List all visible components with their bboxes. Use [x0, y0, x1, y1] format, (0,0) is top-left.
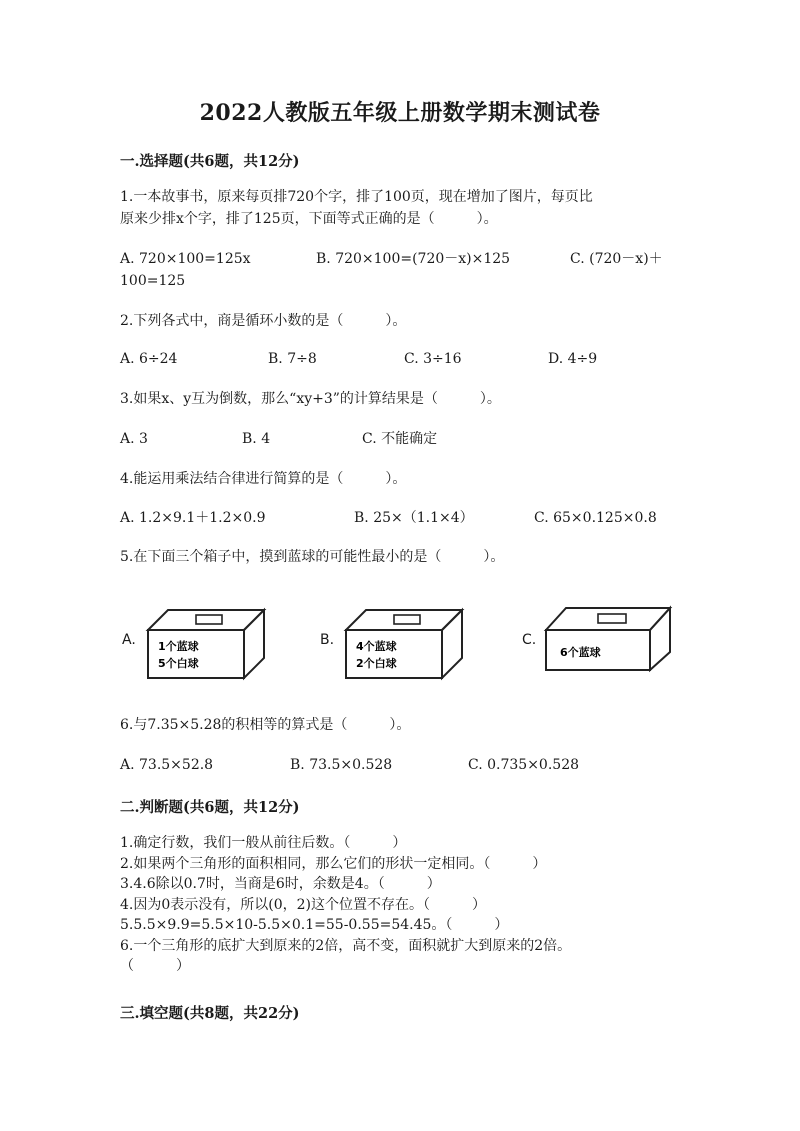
box-a-letter: A.	[122, 632, 136, 648]
question-6-option-a: A. 73.5×52.8	[120, 757, 214, 773]
question-3-option-b: B. 4	[242, 431, 271, 447]
box-b-letter: B.	[320, 632, 335, 648]
section-heading-fill-in: 三.填空题(共8题，共22分)	[120, 1005, 300, 1022]
box-a-drawing	[142, 604, 272, 684]
question-5: 5.在下面三个箱子中，摸到蓝球的可能性最小的是（ ）。	[120, 549, 505, 565]
box-c-drawing	[542, 602, 682, 682]
question-4: 4.能运用乘法结合律进行简算的是（ ）。	[120, 471, 407, 487]
judgement-item-4: 4.因为0表示没有，所以(0，2)这个位置不存在。（ ）	[120, 896, 487, 913]
question-4-option-c: C. 65×0.125×0.8	[534, 510, 657, 526]
question-2-option-b: B. 7÷8	[268, 351, 317, 367]
judgement-item-5: 5.5.5×9.9=5.5×10-5.5×0.1=55-0.55=54.45。（ ）	[120, 917, 509, 933]
question-1-option-a: A. 720×100=125x	[120, 251, 251, 267]
box-b-slot-icon	[394, 615, 420, 624]
question-1-option-c: C. (720－x)＋	[570, 251, 663, 267]
question-3-option-a: A. 3	[120, 431, 148, 447]
section-heading-judgement: 二.判断题(共6题，共12分)	[120, 799, 300, 816]
box-a-label-1: 1个蓝球	[158, 640, 199, 653]
section-heading-choice: 一.选择题(共6题，共12分)	[120, 153, 300, 170]
question-6-option-c: C. 0.735×0.528	[468, 757, 580, 773]
box-a-slot-icon	[196, 615, 222, 624]
page-title: 2022人教版五年级上册数学期末测试卷	[199, 100, 601, 126]
judgement-list	[120, 833, 680, 977]
judgement-item-2: 2.如果两个三角形的面积相同，那么它们的形状一定相同。（ ）	[120, 855, 547, 872]
question-1-option-b: B. 720×100=(720－x)×125	[316, 251, 511, 267]
question-1-line2: 原来少排x个字，排了125页，下面等式正确的是（ ）。	[120, 211, 498, 227]
question-2-option-c: C. 3÷16	[404, 351, 462, 367]
question-6-option-b: B. 73.5×0.528	[290, 757, 393, 773]
question-1-line1: 1.一本故事书，原来每页排720个字，排了100页，现在增加了图片，每页比	[120, 189, 593, 205]
box-b-drawing	[340, 604, 470, 684]
question-1-option-c-continued: 100=125	[120, 273, 186, 289]
question-6: 6.与7.35×5.28的积相等的算式是（ ）。	[120, 717, 411, 733]
question-1	[120, 186, 680, 230]
box-c-label-1: 6个蓝球	[560, 646, 601, 659]
box-c-letter: C.	[522, 632, 537, 648]
question-2-option-a: A. 6÷24	[120, 351, 178, 367]
box-a-label-2: 5个白球	[158, 657, 199, 670]
judgement-item-3: 3.4.6除以0.7时，当商是6时，余数是4。（ ）	[120, 876, 441, 892]
box-b-label-1: 4个蓝球	[356, 640, 397, 653]
judgement-item-6: 6.一个三角形的底扩大到原来的2倍，高不变，面积就扩大到原来的2倍。	[120, 937, 572, 954]
judgement-item-6-continued: （ ）	[120, 958, 190, 974]
box-c-slot-icon	[598, 614, 626, 623]
judgement-item-1: 1.确定行数，我们一般从前往后数。（ ）	[120, 835, 407, 851]
question-4-option-b: B. 25×（1.1×4）	[354, 510, 474, 526]
question-2-option-d: D. 4÷9	[548, 351, 598, 367]
question-3: 3.如果x、y互为倒数，那么“xy+3”的计算结果是（ ）。	[120, 391, 501, 407]
question-2: 2.下列各式中，商是循环小数的是（ ）。	[120, 313, 407, 329]
box-b-label-2: 2个白球	[356, 657, 397, 670]
question-4-option-a: A. 1.2×9.1＋1.2×0.9	[120, 510, 266, 526]
question-3-option-c: C. 不能确定	[362, 431, 438, 447]
